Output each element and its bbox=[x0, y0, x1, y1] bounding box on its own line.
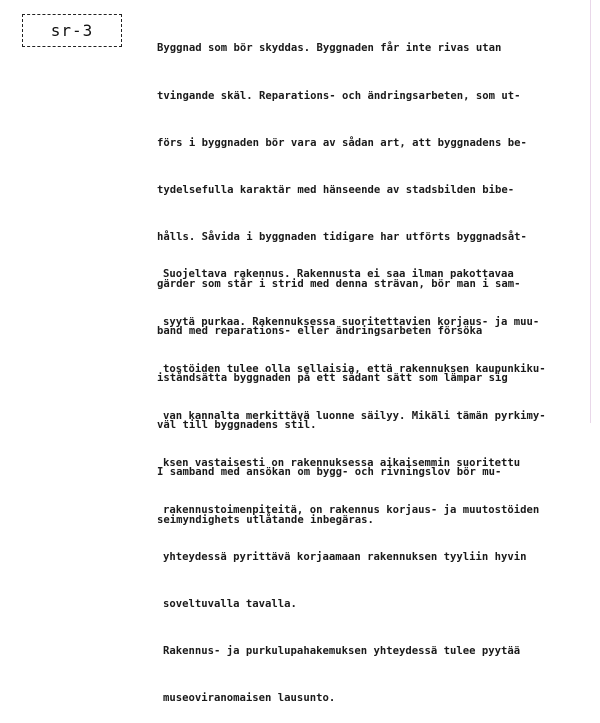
text-line: band med reparations- eller ändringsarbeten försöka bbox=[157, 325, 483, 338]
page-margin-line bbox=[590, 0, 591, 423]
text-line: I samband med ansökan om bygg- och rivningslov bör mu- bbox=[157, 466, 502, 479]
text-line: van kannalta merkittävä luonne säilyy. Mikäli tämän pyrkimy- bbox=[163, 409, 546, 422]
finnish-description bbox=[163, 236, 546, 723]
text-line: iståndsätta byggnaden på ett sådant sätt som lämpar sig bbox=[157, 372, 508, 385]
text-line: yhteydessä pyrittävä korjaamaan rakennuksen tyyliin hyvin bbox=[163, 551, 527, 564]
text-line: rakennustoimenpiteitä, on rakennus korjaus- ja muutostöiden bbox=[163, 503, 540, 516]
text-line: Byggnad som bör skyddas. Byggnaden får inte rivas utan bbox=[157, 42, 502, 55]
text-line: Rakennus- ja purkulupahakemuksen yhteydessä tulee pyytää bbox=[163, 645, 521, 658]
regulation-code: sr-3 bbox=[50, 21, 94, 40]
regulation-code-box bbox=[22, 14, 122, 47]
text-line: tydelsefulla karaktär med hänseende av stadsbilden bibe- bbox=[157, 183, 515, 196]
text-line: väl till byggnadens stil. bbox=[157, 419, 317, 432]
text-line: museoviranomaisen lausunto. bbox=[163, 692, 336, 705]
text-line: hålls. Såvida i byggnaden tidigare har utförts byggnadsåt- bbox=[157, 230, 527, 243]
text-line: förs i byggnaden bör vara av sådan art, att byggnadens be- bbox=[157, 136, 527, 149]
text-line: gärder som står i strid med denna strävan, bör man i sam- bbox=[157, 277, 521, 290]
text-line: syytä purkaa. Rakennuksessa suoritettavien korjaus- ja muu- bbox=[163, 315, 540, 328]
text-line: soveltuvalla tavalla. bbox=[163, 598, 297, 611]
text-line: tostöiden tulee olla sellaisia, että rakennuksen kaupunkiku- bbox=[163, 362, 546, 375]
text-line: tvingande skäl. Reparations- och ändringsarbeten, som ut- bbox=[157, 89, 521, 102]
text-line: ksen vastaisesti on rakennuksessa aikaisemmin suoritettu bbox=[163, 456, 521, 469]
text-line: Suojeltava rakennus. Rakennusta ei saa ilman pakottavaa bbox=[163, 268, 514, 281]
text-line: seimyndighets utlåtande inbegäras. bbox=[157, 513, 374, 526]
